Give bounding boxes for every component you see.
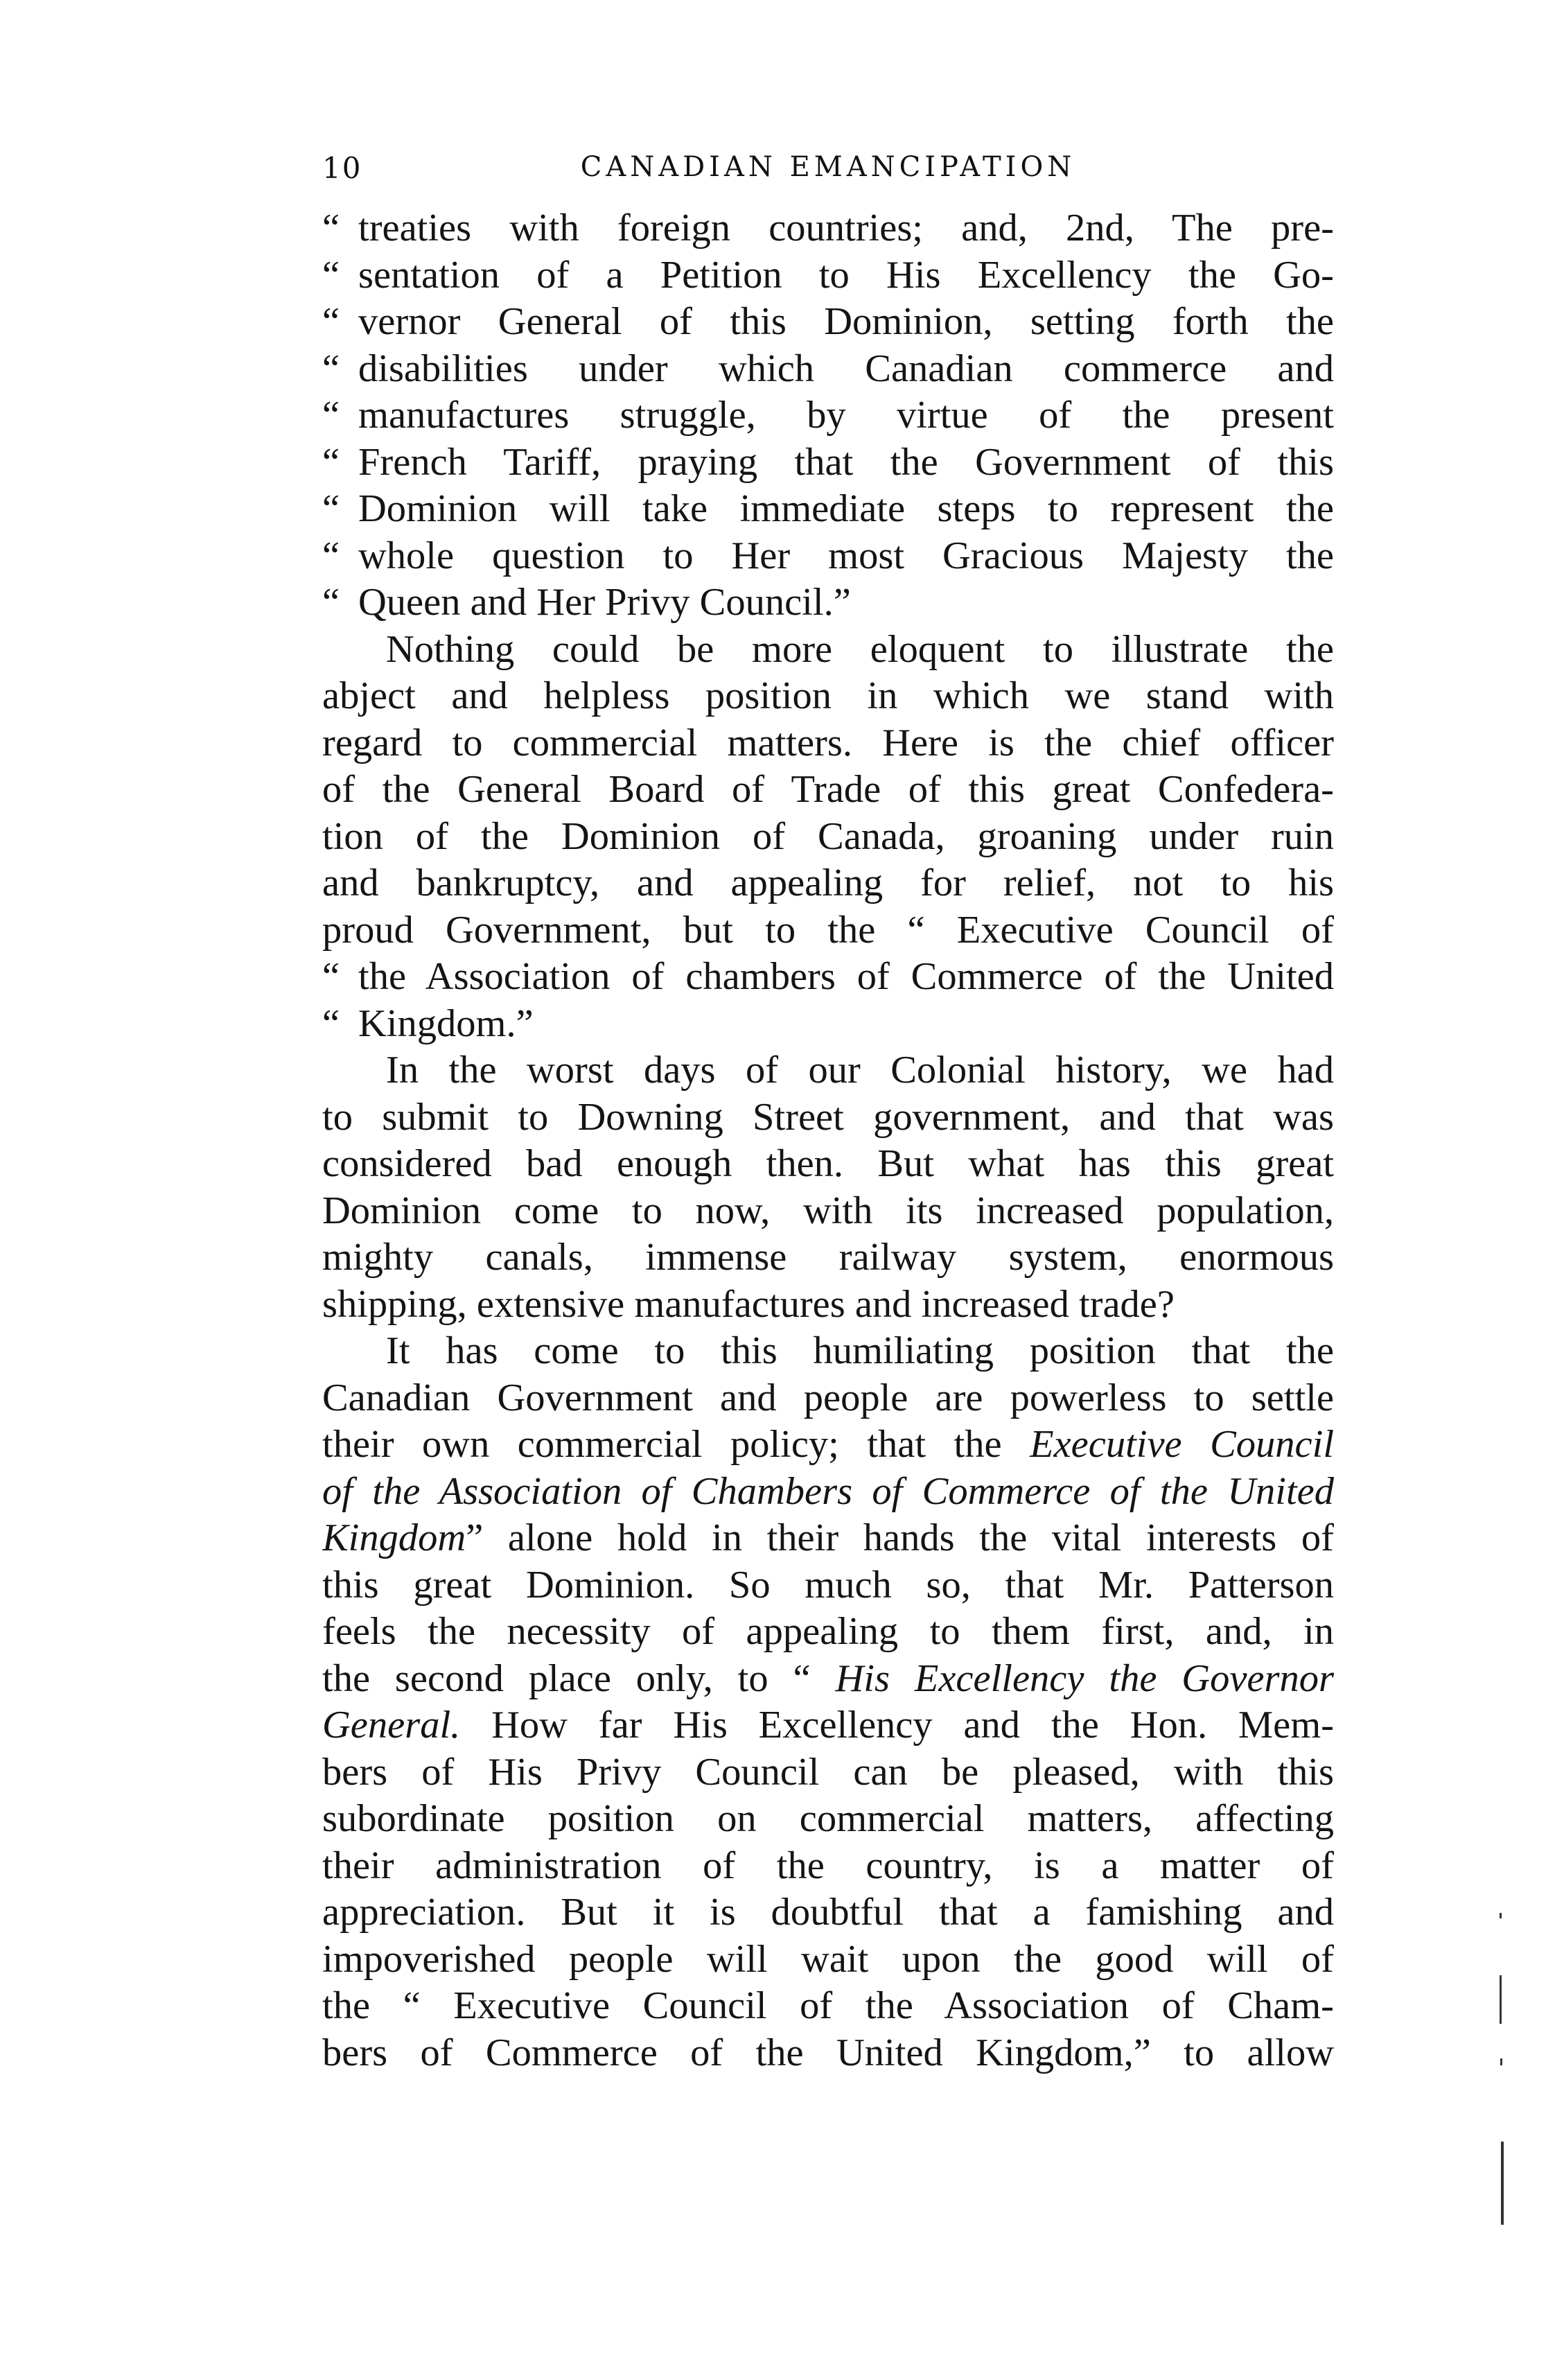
- line-text: regard to commercial matters. Here is the chief officer: [322, 721, 1334, 764]
- line-text: mighty canals, immense railway system, enormous: [322, 1236, 1334, 1279]
- italic-text: His Excellency the Governor: [835, 1656, 1334, 1700]
- text-line: [322, 346, 1334, 393]
- text-line: [322, 1328, 1334, 1375]
- line-text: Kingdom.”: [358, 1001, 534, 1045]
- line-text: treaties with foreign countries; and, 2nd, The pre-: [358, 207, 1334, 250]
- line-text: of the General Board of Trade of this great Confedera-: [322, 768, 1334, 811]
- line-text: French Tariff, praying that the Government of this: [358, 440, 1334, 484]
- text-line: [322, 1188, 1334, 1235]
- line-text: subordinate position on commercial matters, affecting: [322, 1797, 1334, 1840]
- opening-quote-mark: “: [322, 487, 340, 530]
- text-line: [322, 1421, 1334, 1469]
- text-line: [322, 1375, 1334, 1422]
- line-text: sentation of a Petition to His Excellency the Go-: [358, 253, 1334, 297]
- line-text: ” alone hold in their hands the vital interests of: [466, 1516, 1334, 1559]
- line-text: their administration of the country, is a matter of: [322, 1844, 1334, 1887]
- line-text: feels the necessity of appealing to them first, and, in: [322, 1610, 1334, 1653]
- line-text: appreciation. But it is doubtful that a famishing and: [322, 1891, 1334, 1934]
- line-text: the Association of chambers of Commerce of the United: [358, 955, 1334, 998]
- italic-text: of the Association of Chambers of Commerce of the United: [322, 1469, 1334, 1513]
- line-text: disabilities under which Canadian commerce and: [358, 347, 1334, 390]
- text-line: [322, 439, 1334, 487]
- text-line: [322, 860, 1334, 907]
- text-line: [322, 1983, 1334, 2030]
- opening-quote-mark: “: [322, 440, 340, 484]
- line-text: whole question to Her most Gracious Majesty the: [358, 534, 1334, 577]
- italic-text: Kingdom: [322, 1516, 466, 1559]
- body-text: [322, 205, 1334, 2076]
- line-text: vernor General of this Dominion, setting forth the: [358, 300, 1334, 343]
- text-line: [322, 1562, 1334, 1609]
- line-text: proud Government, but to the “ Executive Council of: [322, 908, 1334, 952]
- text-line: [322, 1656, 1334, 1703]
- text-line: [322, 2030, 1334, 2077]
- text-line: [322, 205, 1334, 252]
- text-line: [322, 1281, 1334, 1329]
- line-text: and bankruptcy, and appealing for relief, not to his: [322, 861, 1334, 904]
- opening-quote-mark: “: [322, 955, 340, 998]
- opening-quote-mark: “: [322, 534, 340, 577]
- text-line: [322, 1141, 1334, 1188]
- opening-quote-mark: “: [322, 394, 340, 437]
- text-line: [322, 1796, 1334, 1843]
- line-text: abject and helpless position in which we stand with: [322, 674, 1334, 717]
- line-text: Nothing could be more eloquent to illustrate the: [386, 627, 1334, 671]
- line-text: the second place only, to “: [322, 1656, 836, 1700]
- text-line: [322, 1702, 1334, 1749]
- text-line: [322, 814, 1334, 861]
- italic-text: Executive Council: [1030, 1423, 1334, 1466]
- line-text: tion of the Dominion of Canada, groaning under ruin: [322, 814, 1334, 858]
- text-line: [322, 1843, 1334, 1890]
- line-text: Dominion come to now, with its increased population,: [322, 1189, 1334, 1232]
- text-line: [322, 1094, 1334, 1141]
- text-line: [322, 1047, 1334, 1094]
- page-number: 10: [322, 151, 362, 185]
- opening-quote-mark: “: [322, 207, 340, 250]
- text-line: [322, 1889, 1334, 1936]
- line-text: bers of His Privy Council can be pleased, with this: [322, 1750, 1334, 1794]
- text-line: [322, 1001, 1334, 1048]
- line-text: Dominion will take immediate steps to represent the: [358, 487, 1334, 530]
- line-text: the “ Executive Council of the Association of Cham-: [322, 1984, 1334, 2027]
- running-head: [322, 151, 1334, 200]
- opening-quote-mark: “: [322, 1001, 340, 1045]
- opening-quote-mark: “: [322, 300, 340, 343]
- text-line: [322, 1234, 1334, 1281]
- text-line: [322, 1749, 1334, 1796]
- text-line: [322, 673, 1334, 720]
- text-line: [322, 767, 1334, 814]
- italic-text: General.: [322, 1704, 461, 1747]
- text-line: [322, 486, 1334, 533]
- line-text: Canadian Government and people are powerless to settle: [322, 1376, 1334, 1419]
- line-text: considered bad enough then. But what has this great: [322, 1142, 1334, 1185]
- page-edge-marks: [1497, 1913, 1511, 2329]
- line-text: shipping, extensive manufactures and increased trade?: [322, 1282, 1175, 1326]
- text-line: [322, 392, 1334, 439]
- text-line: [322, 720, 1334, 767]
- line-text: It has come to this humiliating position that the: [386, 1329, 1334, 1372]
- line-text: How far His Excellency and the Hon. Mem-: [460, 1704, 1334, 1747]
- text-line: [322, 1469, 1334, 1516]
- line-text: this great Dominion. So much so, that Mr. Patterson: [322, 1563, 1334, 1607]
- line-text: In the worst days of our Colonial history, we had: [386, 1049, 1334, 1092]
- opening-quote-mark: “: [322, 253, 340, 297]
- line-text: impoverished people will wait upon the good will of: [322, 1937, 1334, 1981]
- text-line: [322, 299, 1334, 346]
- text-line: [322, 1609, 1334, 1656]
- line-text: to submit to Downing Street government, and that was: [322, 1095, 1334, 1139]
- line-text: manufactures struggle, by virtue of the present: [358, 394, 1334, 437]
- text-line: [322, 907, 1334, 954]
- opening-quote-mark: “: [322, 347, 340, 390]
- text-line: [322, 579, 1334, 627]
- text-line: [322, 954, 1334, 1001]
- line-text: their own commercial policy; that the: [322, 1423, 1030, 1466]
- text-line: [322, 627, 1334, 674]
- text-line: [322, 1936, 1334, 1984]
- line-text: Queen and Her Privy Council.”: [358, 581, 851, 624]
- running-title: CANADIAN EMANCIPATION: [580, 151, 1076, 183]
- text-line: [322, 533, 1334, 580]
- line-text: bers of Commerce of the United Kingdom,” to allow: [322, 2031, 1334, 2074]
- opening-quote-mark: “: [322, 581, 340, 624]
- text-line: [322, 252, 1334, 299]
- text-line: [322, 1515, 1334, 1562]
